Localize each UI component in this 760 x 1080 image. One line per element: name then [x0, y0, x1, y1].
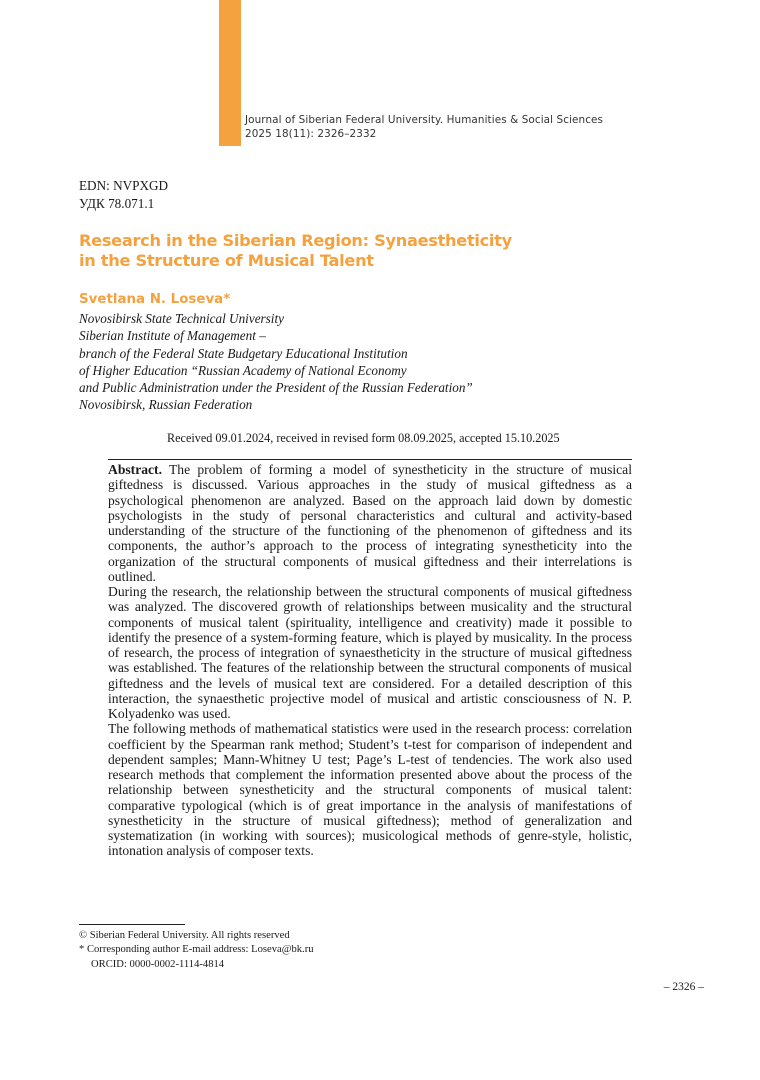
title-line-2: in the Structure of Musical Talent	[79, 251, 374, 270]
article-identifiers	[79, 177, 168, 213]
affiliation-line: and Public Administration under the President of the Russian Federation”	[79, 380, 473, 396]
udk-code: УДК 78.071.1	[79, 196, 155, 211]
abstract-text: The problem of forming a model of synestheticity in the structure of musical giftedness is discussed. Various approaches in the study of musical giftedness as a psychological phenomenon are analyzed. Based on the approach laid down by domestic psychologists in the study of personal characteristics and cultural and activity-based understanding of the structure of the functioning of the phenomenon of giftedness and its components, the author’s approach to the process of integrating synestheticity into the organization of the structural components of musical giftedness and their interrelations is outlined.	[108, 462, 632, 584]
abstract	[108, 462, 632, 859]
affiliation-line: Novosibirsk State Technical University	[79, 311, 284, 326]
copyright-note: © Siberian Federal University. All rights reserved	[79, 930, 290, 941]
edn-code: EDN: NVPXGD	[79, 178, 169, 193]
journal-name: Journal of Siberian Federal University. Humanities & Social Sciences	[245, 114, 604, 126]
author-affiliation	[79, 310, 473, 414]
title-line-1: Research in the Siberian Region: Synaestheticity	[79, 231, 512, 250]
orcid-note: ORCID: 0000-0002-1114-4814	[91, 958, 225, 970]
abstract-label: Abstract.	[108, 462, 162, 477]
page-number: – 2326 –	[663, 981, 704, 993]
abstract-paragraph-2: During the research, the relationship between the structural components of musical giftedness was analyzed. The discovered growth of relationships between musicality and the structural components of musical talent (spirituality, intelligence and creativity) made it possible to identify the presence of a system-forming feature, which is played by musicality. In the process of research, the process of integration of synaestheticity in the structure of musical giftedness was established. The features of the relationship between the structural components of musical giftedness and the levels of musical text are considered. For a detailed description of this interaction, the synaesthetic projective model of musical and artistic consciousness of N. P. Kolyadenko was used.	[108, 584, 632, 721]
page-number-wrap	[0, 980, 704, 994]
journal-volume: 2025 18(11): 2326–2332	[245, 128, 377, 140]
abstract-paragraph-1	[108, 462, 632, 584]
affiliation-line: branch of the Federal State Budgetary Educational Institution	[79, 345, 408, 361]
affiliation-line: Novosibirsk, Russian Federation	[79, 397, 253, 413]
journal-citation	[245, 113, 603, 141]
header-accent-bar	[219, 0, 241, 146]
received-dates: Received 09.01.2024, received in revised form 08.09.2025, accepted 15.10.2025	[167, 431, 560, 445]
corresponding-author-note: * Corresponding author E-mail address: Loseva@bk.ru	[79, 944, 314, 956]
footnotes	[79, 929, 314, 972]
affiliation-line: of Higher Education “Russian Academy of National Economy	[79, 362, 407, 378]
author-name: Svetlana N. Loseva*	[79, 292, 231, 307]
affiliation-line: Siberian Institute of Management –	[79, 328, 266, 344]
article-title	[79, 231, 512, 271]
abstract-divider	[108, 459, 632, 460]
abstract-paragraph-3: The following methods of mathematical statistics were used in the research process: correlation coefficient by the Spearman rank method; Student’s t-test for comparison of independent and dependent samples; Mann-Whitney U test; Page’s L-test of tendencies. The work also used research methods that complement the information presented above about the process of the relationship between synestheticity and the structural components of musical talent: comparative typological (which is of great importance in the analysis of manifestations of synestheticity in the structure of musical giftedness); method of generalization and systematization (in working with sources); musicological methods of genre-style, holistic, intonation analysis of composer texts.	[108, 721, 632, 859]
footnote-divider	[79, 924, 185, 925]
